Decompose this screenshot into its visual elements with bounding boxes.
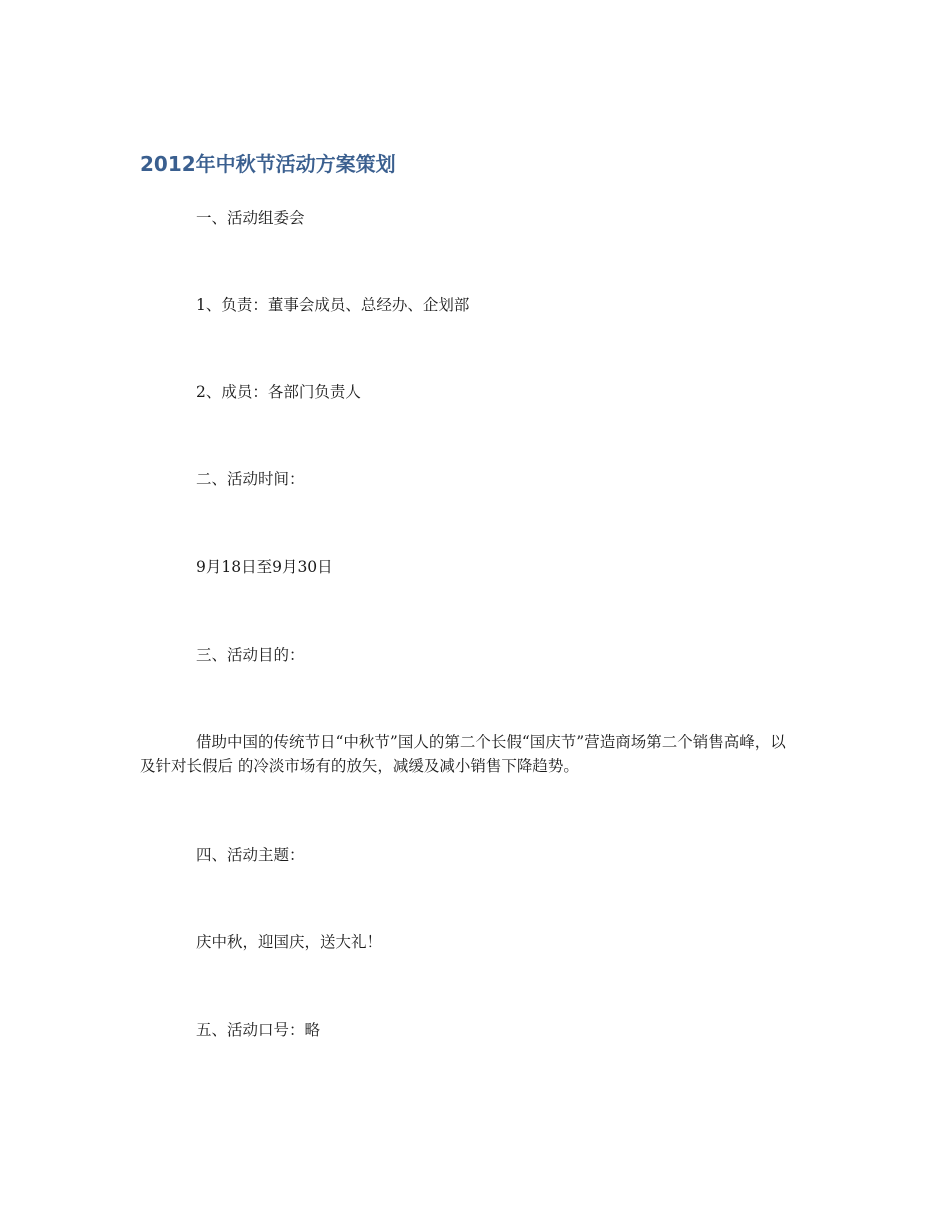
section-heading-slogan: 五、活动口号：略 (196, 1021, 321, 1039)
section-heading-theme: 四、活动主题： (196, 846, 305, 864)
committee-members-line: 2、成员：各部门负责人 (196, 383, 361, 401)
activity-dates-line: 9月18日至9月30日 (196, 558, 333, 576)
section-heading-time: 二、活动时间： (196, 470, 305, 488)
section-heading-committee: 一、活动组委会 (196, 209, 305, 227)
purpose-paragraph: 借助中国的传统节日“中秋节”国人的第二个长假“国庆节”营造商场第二个销售高峰，以及针对长假后 的冷淡市场有的放矢，减缓及减小销售下降趋势。 (140, 733, 786, 775)
section-heading-purpose: 三、活动目的： (196, 646, 305, 664)
document-title: 2012年中秋节活动方案策划 (140, 152, 396, 176)
committee-responsible-line: 1、负责：董事会成员、总经办、企划部 (196, 296, 470, 314)
theme-line: 庆中秋，迎国庆，送大礼！ (196, 933, 383, 951)
